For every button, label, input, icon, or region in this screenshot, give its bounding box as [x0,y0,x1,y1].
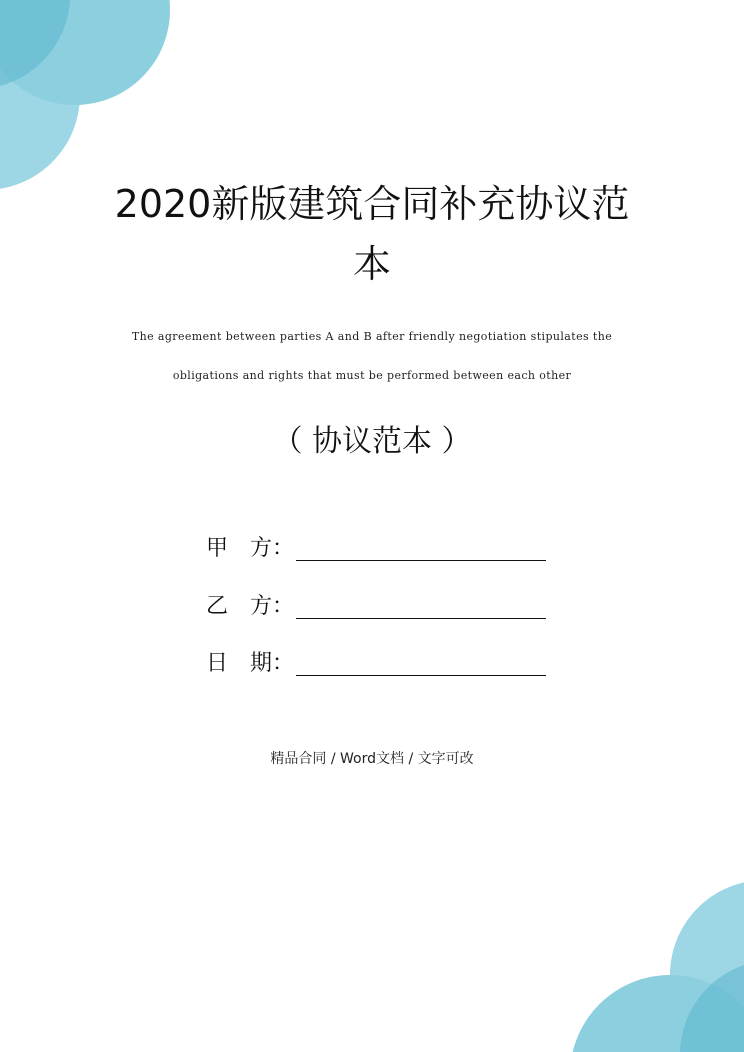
top-left-corner-decoration [0,0,170,190]
party-b-field [206,591,546,621]
party-a-field [206,533,546,563]
date-label: 日 期： [206,651,295,676]
party-a-blank-line [296,560,546,561]
party-b-blank-line [296,618,546,619]
english-subtitle-line-2: obligations and rights that must be performed between each other [172,369,572,382]
bottom-right-corner-decoration [570,880,744,1052]
date-field [206,648,546,678]
date-blank-line [296,675,546,676]
document-title-line-1: 2020新版建筑合同补充协议范 [114,182,630,226]
document-title-line-2: 本 [352,242,391,286]
footer-note: 精品合同 / Word文档 / 文字可改 [270,751,474,767]
party-b-label: 乙 方： [206,594,295,619]
english-subtitle-line-1: The agreement between parties A and B after friendly negotiation stipulates the [131,330,613,343]
party-a-label: 甲 方： [206,536,295,561]
document-type-label: （ 协议范本 ） [272,424,472,459]
